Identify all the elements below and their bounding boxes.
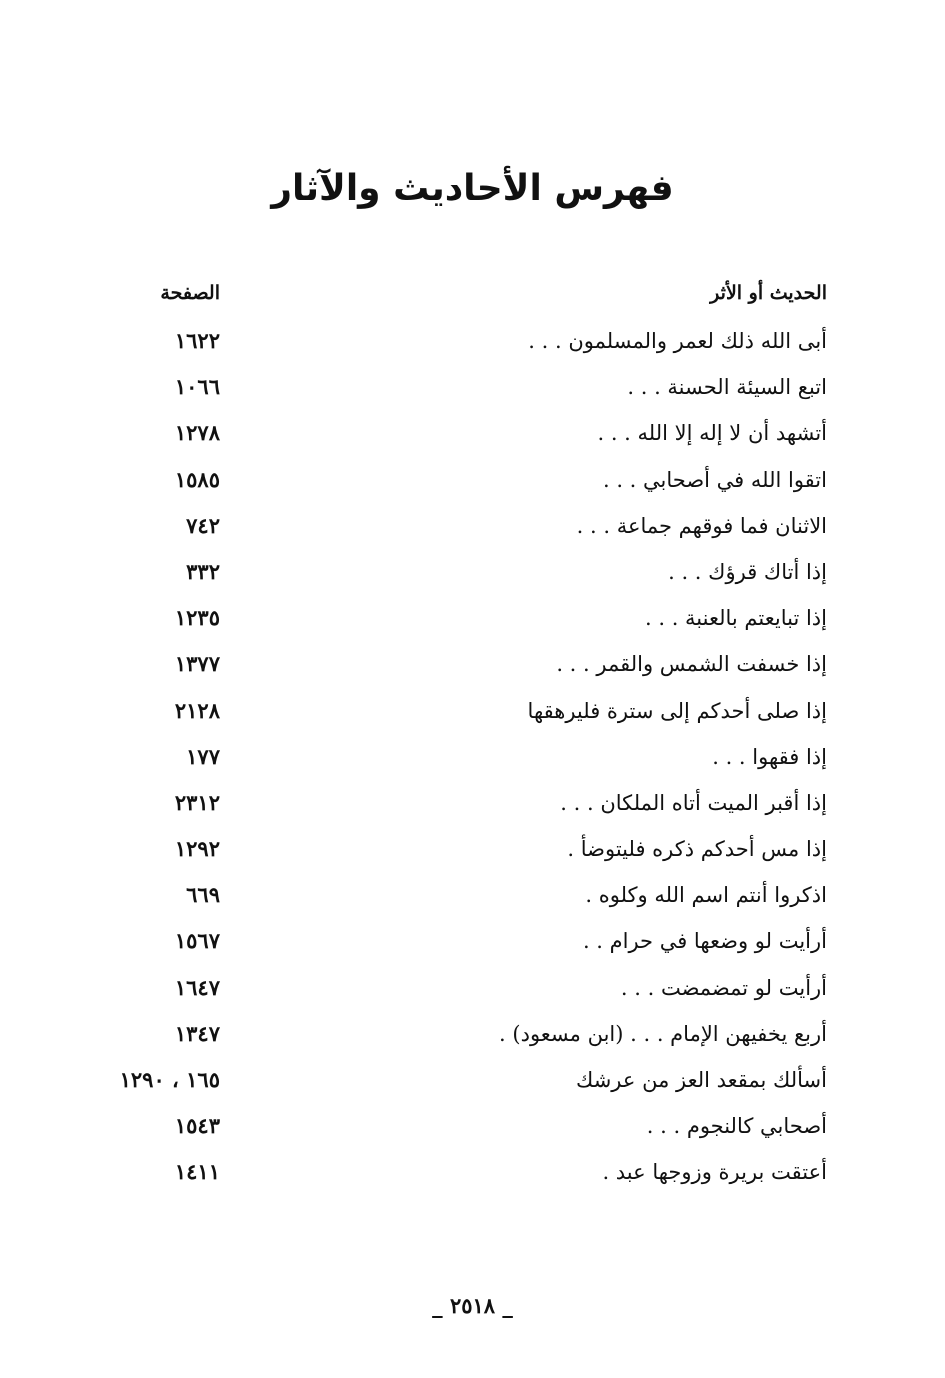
entry-text: أبى الله ذلك لعمر والمسلمون . . . [528,329,827,353]
index-entry [0,973,945,1019]
index-entry [0,880,945,926]
entry-page: ١٢٩٢ [174,836,220,862]
entry-page: ١٠٦٦ [174,374,220,400]
entry-page: ١٢٧٨ [174,420,220,446]
entry-page: ١٧٧ [186,743,220,769]
entry-page: ١٦٤٧ [174,974,220,1000]
entry-text: الاثنان فما فوقهم جماعة . . . [576,513,827,538]
entry-text: إذا خسفت الشمس والقمر . . . [556,652,827,677]
entry-page: ٢٣١٢ [174,789,220,815]
entry-text: اذكروا أنتم اسم الله وكلوه . [585,883,827,908]
index-entry [0,926,945,972]
entry-text: اتبع السيئة الحسنة . . . [627,375,827,400]
entry-text: إذا مس أحدكم ذكره فليتوضأ . [567,837,827,862]
entry-page: ١٦٥ ، ١٢٩٠ [119,1067,220,1092]
index-entry [0,696,945,742]
entry-text: إذا تبايعتم بالعنبة . . . [645,606,827,631]
index-entry [0,418,945,464]
column-header-text: الحديث أو الأثر [710,282,827,304]
index-entry [0,511,945,557]
entry-text: أعتقت بريرة وزوجها عبد . [602,1160,827,1185]
entry-page: ٦٦٩ [186,882,220,908]
entry-page: ١٦٢٢ [174,328,220,353]
entry-text: أسألك بمقعد العز من عرشك [576,1068,827,1092]
index-header [0,282,945,312]
entry-text: أصحابي كالنجوم . . . [646,1114,827,1139]
index-entry [0,372,945,418]
entry-page: ٣٣٢ [186,558,220,584]
entry-page: ١٣٧٧ [174,651,220,677]
entry-text: اتقوا الله في أصحابي . . . [602,467,827,492]
index-entry [0,834,945,880]
entry-page: ١٥٤٣ [174,1113,220,1139]
index-entry [0,1019,945,1065]
entry-text: إذا فقهوا . . . [712,744,827,769]
page-title: فهرس الأحاديث والآثار [271,168,674,209]
column-header-page: الصفحة [160,282,220,304]
entry-page: ١٥٨٥ [174,466,220,492]
index-entry [0,326,945,372]
index-entry [0,1111,945,1157]
entry-text: إذا صلى أحدكم إلى سترة فليرهقها [527,698,827,723]
index-entry [0,557,945,603]
index-entry [0,1157,945,1203]
entry-text: أرأيت لو تمضمضت . . . [620,975,827,1000]
entry-text: أرأيت لو وضعها في حرام . . [582,929,827,954]
entry-text: أربع يخفيهن الإمام . . . (ابن مسعود) . [499,1021,827,1046]
index-entry [0,1065,945,1111]
index-list [0,326,945,1204]
entry-text: إذا أتاك قرؤك . . . [668,559,827,584]
entry-page: ١٥٦٧ [174,928,220,954]
entry-page: ٧٤٢ [186,512,220,538]
entry-page: ١٤١١ [174,1159,220,1185]
entry-text: إذا أقبر الميت أتاه الملكان . . . [560,790,827,815]
index-entry [0,788,945,834]
index-entry [0,603,945,649]
index-entry [0,742,945,788]
index-entry [0,649,945,695]
entry-page: ٢١٢٨ [174,697,220,723]
index-entry [0,465,945,511]
entry-text: أتشهد أن لا إله إلا الله . . . [597,421,827,446]
entry-page: ١٢٣٥ [174,605,220,631]
page-number: _ ٢٥١٨ _ [432,1293,513,1318]
entry-page: ١٣٤٧ [174,1020,220,1046]
